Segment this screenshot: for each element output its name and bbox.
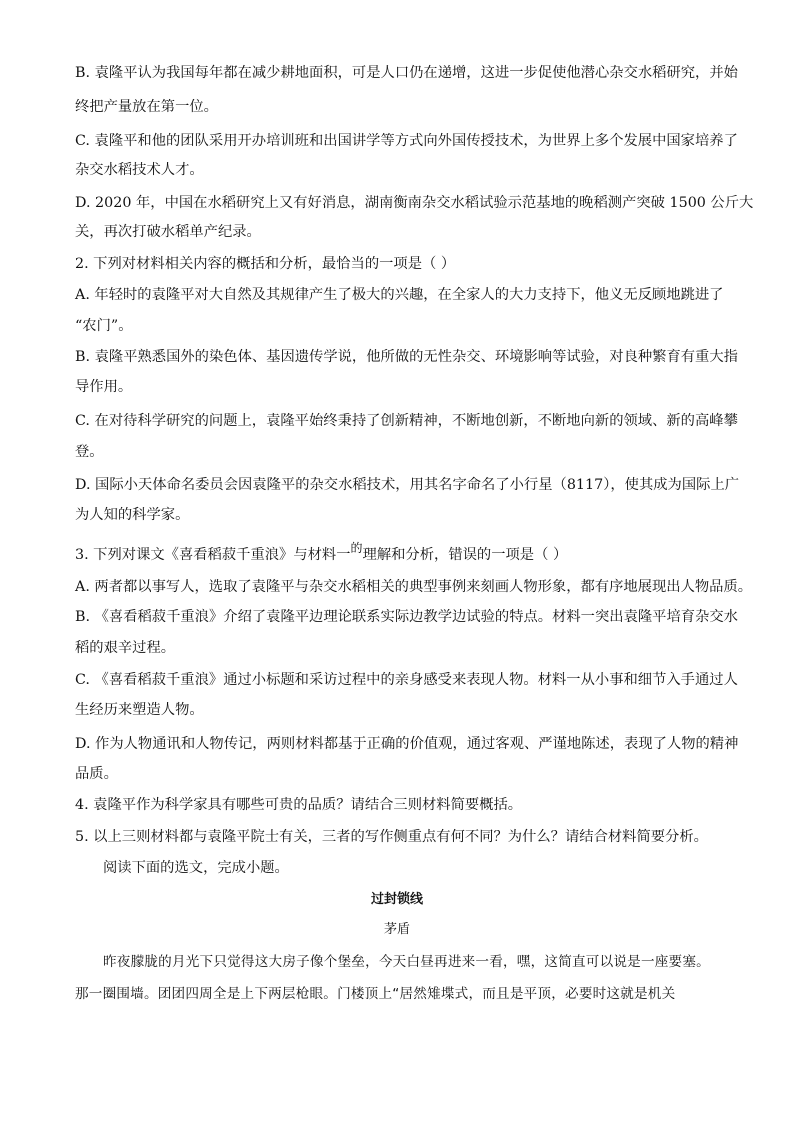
passage-title: 过封锁线 bbox=[370, 892, 423, 907]
option-d-line-2: 关，再次打破水稻单产纪录。 bbox=[75, 224, 261, 240]
q3-option-a: A. 两者都以事写人，选取了袁隆平与杂交水稻相关的典型事例来刻画人物形象，都有序地展现出人物品质。 bbox=[75, 579, 753, 595]
question-3-text-start: 3. 下列对课文《喜看稻菽千重浪》与材料一 bbox=[75, 547, 351, 563]
q2-option-a-line-2: “农门”。 bbox=[75, 318, 133, 334]
q2-option-c-line-1: C. 在对待科学研究的问题上，袁隆平始终秉持了创新精神，不断地创新，不断地向新的领域、新的高峰攀 bbox=[75, 413, 738, 429]
q2-option-b-line-1: B. 袁隆平熟悉国外的染色体、基因遗传学说，他所做的无性杂交、环境影响等试验，对良种繁育有重大指 bbox=[75, 349, 738, 365]
q2-option-a-line-1: A. 年轻时的袁隆平对大自然及其规律产生了极大的兴趣，在全家人的大力支持下，他义无反顾地跳进了 bbox=[75, 287, 724, 303]
q3-option-d-line-1: D. 作为人物通讯和人物传记，两则材料都基于正确的价值观，通过客观、严谨地陈述，表现了人物的精神 bbox=[75, 736, 739, 752]
option-c-line-2: 杂交水稻技术人才。 bbox=[75, 162, 204, 178]
question-5: 5. 以上三则材料都与袁隆平院士有关，三者的写作侧重点有何不同？为什么？请结合材料简要分析。 bbox=[75, 829, 708, 845]
question-3-text-end: 理解和分析，错误的一项是（ ） bbox=[362, 547, 568, 563]
question-3 bbox=[75, 541, 568, 565]
reading-intro: 阅读下面的选文，完成小题。 bbox=[103, 860, 289, 876]
passage-author: 茅盾 bbox=[383, 922, 410, 937]
question-2: 2. 下列对材料相关内容的概括和分析，最恰当的一项是（ ） bbox=[75, 256, 456, 272]
q2-option-c-line-2: 登。 bbox=[75, 444, 104, 460]
q2-option-b-line-2: 导作用。 bbox=[75, 379, 133, 395]
option-d-line-1: D. 2020 年，中国在水稻研究上又有好消息，湖南衡南杂交水稻试验示范基地的晚稻测产突破 1500 公斤大 bbox=[75, 195, 754, 211]
q3-option-b-line-2: 稻的艰辛过程。 bbox=[75, 640, 176, 656]
passage-line-1: 昨夜朦胧的月光下只觉得这大房子像个堡垒，今天白昼再进来一看，嘿，这简直可以说是一座要塞。 bbox=[103, 954, 710, 970]
option-b-line-1: B. 袁隆平认为我国每年都在减少耕地面积，可是人口仍在递增，这进一步促使他潜心杂交水稻研究，并始 bbox=[75, 65, 738, 81]
question-4: 4. 袁隆平作为科学家具有哪些可贵的品质？请结合三则材料简要概括。 bbox=[75, 797, 523, 813]
q3-option-b-line-1: B. 《喜看稻菽千重浪》介绍了袁隆平边理论联系实际边教学边试验的特点。材料一突出袁隆平培育杂交水 bbox=[75, 609, 738, 625]
q3-option-c-line-1: C. 《喜看稻菽千重浪》通过小标题和采访过程中的亲身感受来表现人物。材料一从小事和细节入手通过人 bbox=[75, 672, 738, 688]
q2-option-d-line-1: D. 国际小天体命名委员会因袁隆平的杂交水稻技术，用其名字命名了小行星（8117），使其成为国际上广 bbox=[75, 477, 740, 493]
q3-option-c-line-2: 生经历来塑造人物。 bbox=[75, 702, 204, 718]
option-c-line-1: C. 袁隆平和他的团队采用开办培训班和出国讲学等方式向外国传授技术，为世界上多个发展中国家培养了 bbox=[75, 133, 738, 149]
q3-option-d-line-2: 品质。 bbox=[75, 766, 118, 782]
question-3-small-char: 的 bbox=[350, 541, 363, 555]
option-b-line-2: 终把产量放在第一位。 bbox=[75, 99, 218, 115]
passage-line-2: 那一圈围墙。团团四周全是上下两层枪眼。门楼顶上“居然雉堞式，而且是平顶，必要时这就是机关 bbox=[75, 986, 676, 1002]
q2-option-d-line-2: 为人知的科学家。 bbox=[75, 507, 190, 523]
